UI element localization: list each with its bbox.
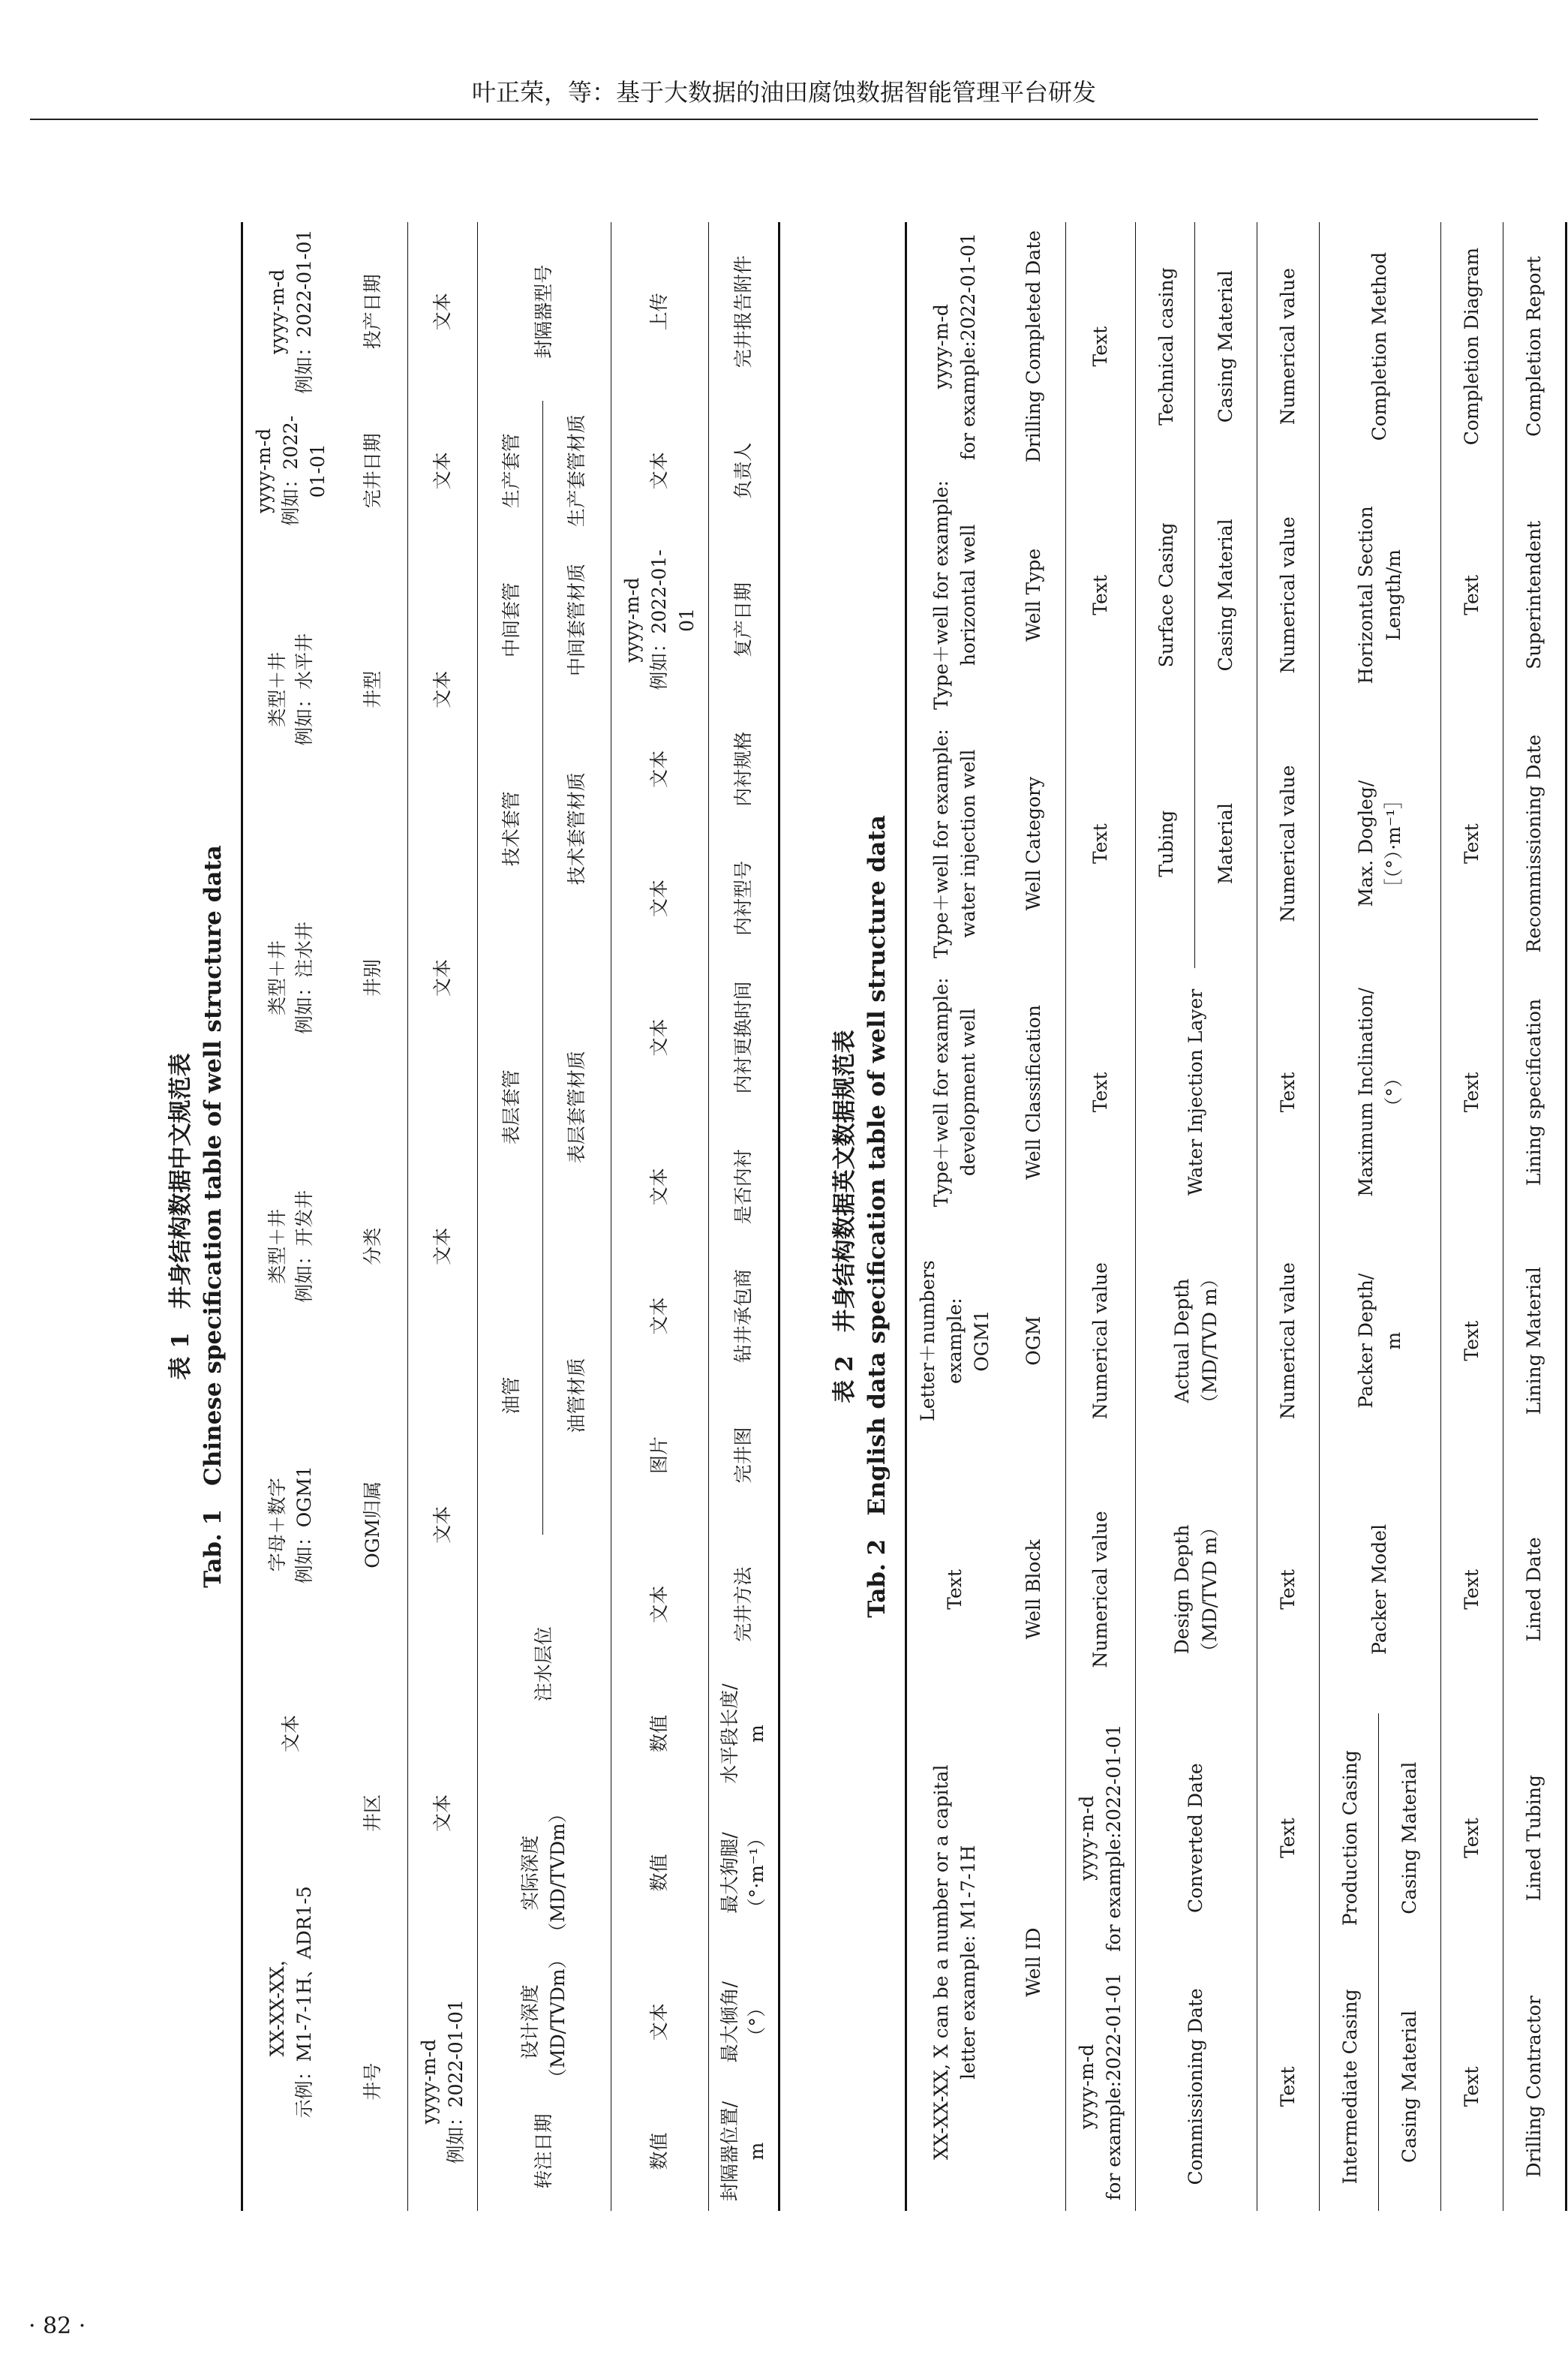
table-row [242, 222, 339, 2211]
table-cell: 内衬更换时间 [708, 958, 779, 1117]
table-cell: 完井报告附件 [708, 222, 779, 402]
table-cell: 分类 [362, 1227, 384, 1265]
table-cell: 生产套管材质 [565, 414, 587, 528]
table-cell: Numerical value [1257, 222, 1320, 471]
table-cell: Lining specification [1503, 968, 1566, 1217]
table-cell: 文本 [611, 699, 709, 839]
table-row [1320, 222, 1379, 2211]
table-cell: Letter＋numbers example: OGM1 [906, 1217, 1003, 1465]
table-cell: 水平段长度/ m [708, 1674, 779, 1794]
table-cell: Production Casing [1320, 1714, 1379, 1962]
table-cell: 数值 [611, 1794, 709, 1953]
table-cell: 完井日期 [362, 433, 384, 509]
table-cell: 文本 [611, 1535, 709, 1674]
table-cell: Commissioning Date [1136, 1962, 1257, 2211]
table-cell: Design Depth （MD/TVD m） [1136, 1465, 1257, 1713]
table-cell: yyyy-m-d 例如：2022-01-01 [242, 222, 339, 402]
table-cell: 实际深度 （MD/TVDm） [478, 1794, 611, 1953]
table-cell: 技术套管 [478, 699, 543, 958]
table-cell: 油管 [478, 1256, 543, 1535]
table-cell: 字母＋数字 例如：OGM1 [242, 1376, 339, 1674]
table-2-caption-zh: 表 2 井身结构数据英文数据规范表 [831, 1030, 858, 1403]
table-cell: 井号 [362, 2062, 384, 2101]
table-cell: Numerical value [1257, 720, 1320, 968]
table-2-caption [829, 222, 894, 2211]
table-cell: 文本 [407, 222, 478, 402]
table-cell: 表层套管材质 [565, 1051, 587, 1164]
table-cell: 表层套管 [478, 958, 543, 1257]
table-cell: 文本 [611, 958, 709, 1117]
table-cell: Text [1065, 720, 1136, 968]
table-cell: Type＋well for example: development well [906, 968, 1003, 1217]
table-cell: 完井方法 [708, 1535, 779, 1674]
table-cell: 文本 [611, 1953, 709, 2092]
table-cell: 最大狗腿/ （°·m⁻¹） [708, 1794, 779, 1953]
table-cell: Recommissioning Date [1503, 720, 1566, 968]
table-1-caption [165, 222, 230, 2211]
table-cell: Numerical value [1257, 471, 1320, 719]
table-cell: Maximum Inclination/ （°） [1320, 968, 1441, 1217]
table-cell: 井型 [362, 670, 384, 708]
table-cell: 中间套管 [478, 540, 543, 699]
table-cell: 最大倾角/ （°） [708, 1953, 779, 2092]
table-cell: OGM归属 [362, 1481, 384, 1568]
table-cell: 文本 [407, 1117, 478, 1376]
table-cell: Casing Material [1398, 2010, 1420, 2163]
table-row [1004, 222, 1066, 2211]
table-cell: Converted Date [1136, 1714, 1257, 1962]
table-cell: XX-XX-XX， 示例：M1-7-1H、ADR1-5 [242, 1794, 339, 2212]
table-cell: 文本 [407, 540, 478, 839]
table-cell: 文本 [407, 839, 478, 1117]
table-cell: Drilling Completed Date [1023, 230, 1045, 463]
table-cell: 封隔器位置/ m [708, 2092, 779, 2211]
table-cell: Completion Report [1503, 222, 1566, 471]
table-row [1503, 222, 1566, 2211]
table-cell: Surface Casing [1136, 471, 1195, 719]
table-cell: Type＋well for example: water injection well [906, 720, 1003, 968]
table-cell: 油管材质 [565, 1358, 587, 1433]
table-cell: 文本 [407, 402, 478, 541]
table-cell: Material [1214, 803, 1236, 885]
table-cell: 投产日期 [362, 274, 384, 350]
table-cell: Casing Material [1214, 270, 1236, 423]
table-cell: Text [1257, 1714, 1320, 1962]
table-cell: Actual Depth （MD/TVD m） [1136, 1217, 1257, 1465]
table-cell: Text [906, 1465, 1003, 1713]
table-cell: 类型＋井 例如：注水井 [242, 839, 339, 1117]
table-2 [905, 222, 1567, 2211]
table-cell: Well ID [1023, 1927, 1045, 1997]
table-cell: Text [1065, 222, 1136, 471]
table-cell: Type＋well for example: horizontal well [906, 471, 1003, 719]
table-cell: Lining Material [1503, 1217, 1566, 1465]
table-cell: Lined Tubing [1503, 1714, 1566, 1962]
table-row [340, 222, 408, 2211]
table-cell: 上传 [611, 222, 709, 402]
table-cell: 内衬型号 [708, 839, 779, 958]
table-cell: Text [1441, 471, 1503, 719]
table-cell: 钻井承包商 [708, 1256, 779, 1376]
table-cell: Completion Diagram [1441, 222, 1503, 471]
table-cell: Text [1441, 968, 1503, 1217]
table-cell: 文本 [407, 1674, 478, 1953]
table-cell: Numerical value [1257, 1217, 1320, 1465]
table-cell: Casing Material [1214, 519, 1236, 672]
table-cell: Technical casing [1136, 222, 1195, 471]
table-cell: Water Injection Layer [1136, 968, 1257, 1217]
table-cell: Numerical value [1065, 1217, 1136, 1465]
table-cell: 转注日期 [478, 2092, 611, 2211]
table-cell: yyyy-m-d for example:2022-01-01 [1065, 1714, 1136, 1962]
table-cell: yyyy-m-d 例如：2022-01-01 [407, 1953, 478, 2212]
table-row [407, 222, 478, 2211]
table-cell: Superintendent [1503, 471, 1566, 719]
table-cell: Text [1257, 1465, 1320, 1713]
table-cell: Completion Method [1320, 222, 1441, 471]
table-cell: 技术套管材质 [565, 772, 587, 886]
table-cell: Well Block [1023, 1539, 1045, 1640]
table-cell: 生产套管 [478, 402, 543, 541]
table-cell: 是否内衬 [708, 1117, 779, 1257]
table-1-caption-zh: 表 1 井身结构数据中文规范表 [167, 1053, 194, 1380]
table-cell: 文本 [611, 1117, 709, 1257]
table-cell: Text [1065, 968, 1136, 1217]
table-cell: yyyy-m-d 例如：2022-01-01 [242, 402, 339, 541]
table-cell: 井别 [362, 959, 384, 997]
table-cell: Horizontal Section Length/m [1320, 471, 1441, 719]
table-row [1441, 222, 1503, 2211]
table-row [1065, 222, 1136, 2211]
table-cell: 中间套管材质 [565, 564, 587, 677]
table-cell: 文本 [242, 1674, 339, 1794]
table-cell: Text [1441, 1714, 1503, 1962]
table-cell: 完井图 [708, 1376, 779, 1535]
table-cell: 类型＋井 例如：水平井 [242, 540, 339, 839]
table-cell: 井区 [362, 1794, 384, 1833]
table-cell: yyyy-m-d for example:2022-01-01 [1065, 1962, 1136, 2211]
table-cell: 封隔器型号 [478, 222, 611, 402]
table-cell: 复产日期 [708, 540, 779, 699]
table-row [906, 222, 1003, 2211]
table-cell: 内衬规格 [708, 699, 779, 839]
table-row [611, 222, 709, 2211]
table-cell: OGM [1023, 1316, 1045, 1366]
table-cell: yyyy-m-d 例如：2022-01-01 [611, 540, 709, 699]
table-cell: Tubing [1136, 720, 1195, 968]
table-row [1257, 222, 1320, 2211]
table-cell: XX-XX-XX, X can be a number or a capital letter example: M1-7-1H [906, 1714, 1003, 2212]
table-cell: 负责人 [708, 402, 779, 541]
table-cell: yyyy-m-d for example:2022-01-01 [906, 222, 1003, 471]
table-cell: 数值 [611, 1674, 709, 1794]
table-cell: Text [1441, 1217, 1503, 1465]
table-cell: Text [1065, 471, 1136, 719]
table-cell: 注水层位 [478, 1535, 611, 1794]
table-cell: 文本 [611, 402, 709, 541]
table-cell: Drilling Contractor [1503, 1962, 1566, 2211]
table-1 [241, 222, 781, 2211]
table-row [1136, 222, 1195, 2211]
table-cell: Packer Model [1320, 1465, 1441, 1713]
table-cell: Casing Material [1398, 1761, 1420, 1914]
table-cell: 文本 [611, 1256, 709, 1376]
table-cell: Text [1441, 1962, 1503, 2211]
table-cell: 图片 [611, 1376, 709, 1535]
table-cell: Well Category [1023, 776, 1045, 911]
table-cell: 文本 [611, 839, 709, 958]
page-number: · 82 · [29, 2313, 86, 2339]
table-2-caption-en: Tab. 2 English data specification table of well structure data [864, 815, 891, 1618]
table-cell: 数值 [611, 2092, 709, 2211]
table-cell: 设计深度 （MD/TVDm） [478, 1953, 611, 2092]
table-2-block [829, 222, 1567, 2211]
table-cell: Text [1441, 1465, 1503, 1713]
table-1-caption-en: Tab. 1 Chinese specification table of well structure data [200, 845, 227, 1588]
table-cell: Numerical value [1065, 1465, 1136, 1713]
table-cell: Text [1441, 720, 1503, 968]
header-rule [30, 119, 1538, 120]
table-1-block [165, 222, 780, 2211]
running-title: 叶正荣，等：基于大数据的油田腐蚀数据智能管理平台研发 [471, 78, 1096, 107]
table-cell: 文本 [407, 1376, 478, 1674]
table-cell: Well Classification [1023, 1004, 1045, 1180]
table-cell: Lined Date [1503, 1465, 1566, 1713]
table-cell: Text [1257, 1962, 1320, 2211]
table-row [478, 222, 543, 2211]
table-cell: Packer Depth/ m [1320, 1217, 1441, 1465]
table-cell: 类型＋井 例如：开发井 [242, 1117, 339, 1376]
table-cell: Intermediate Casing [1320, 1962, 1379, 2211]
table-cell: Well Type [1023, 548, 1045, 642]
table-cell: Text [1257, 968, 1320, 1217]
table-cell: Max. Dogleg/ ［（°）·m⁻¹］ [1320, 720, 1441, 968]
table-row [708, 222, 779, 2211]
